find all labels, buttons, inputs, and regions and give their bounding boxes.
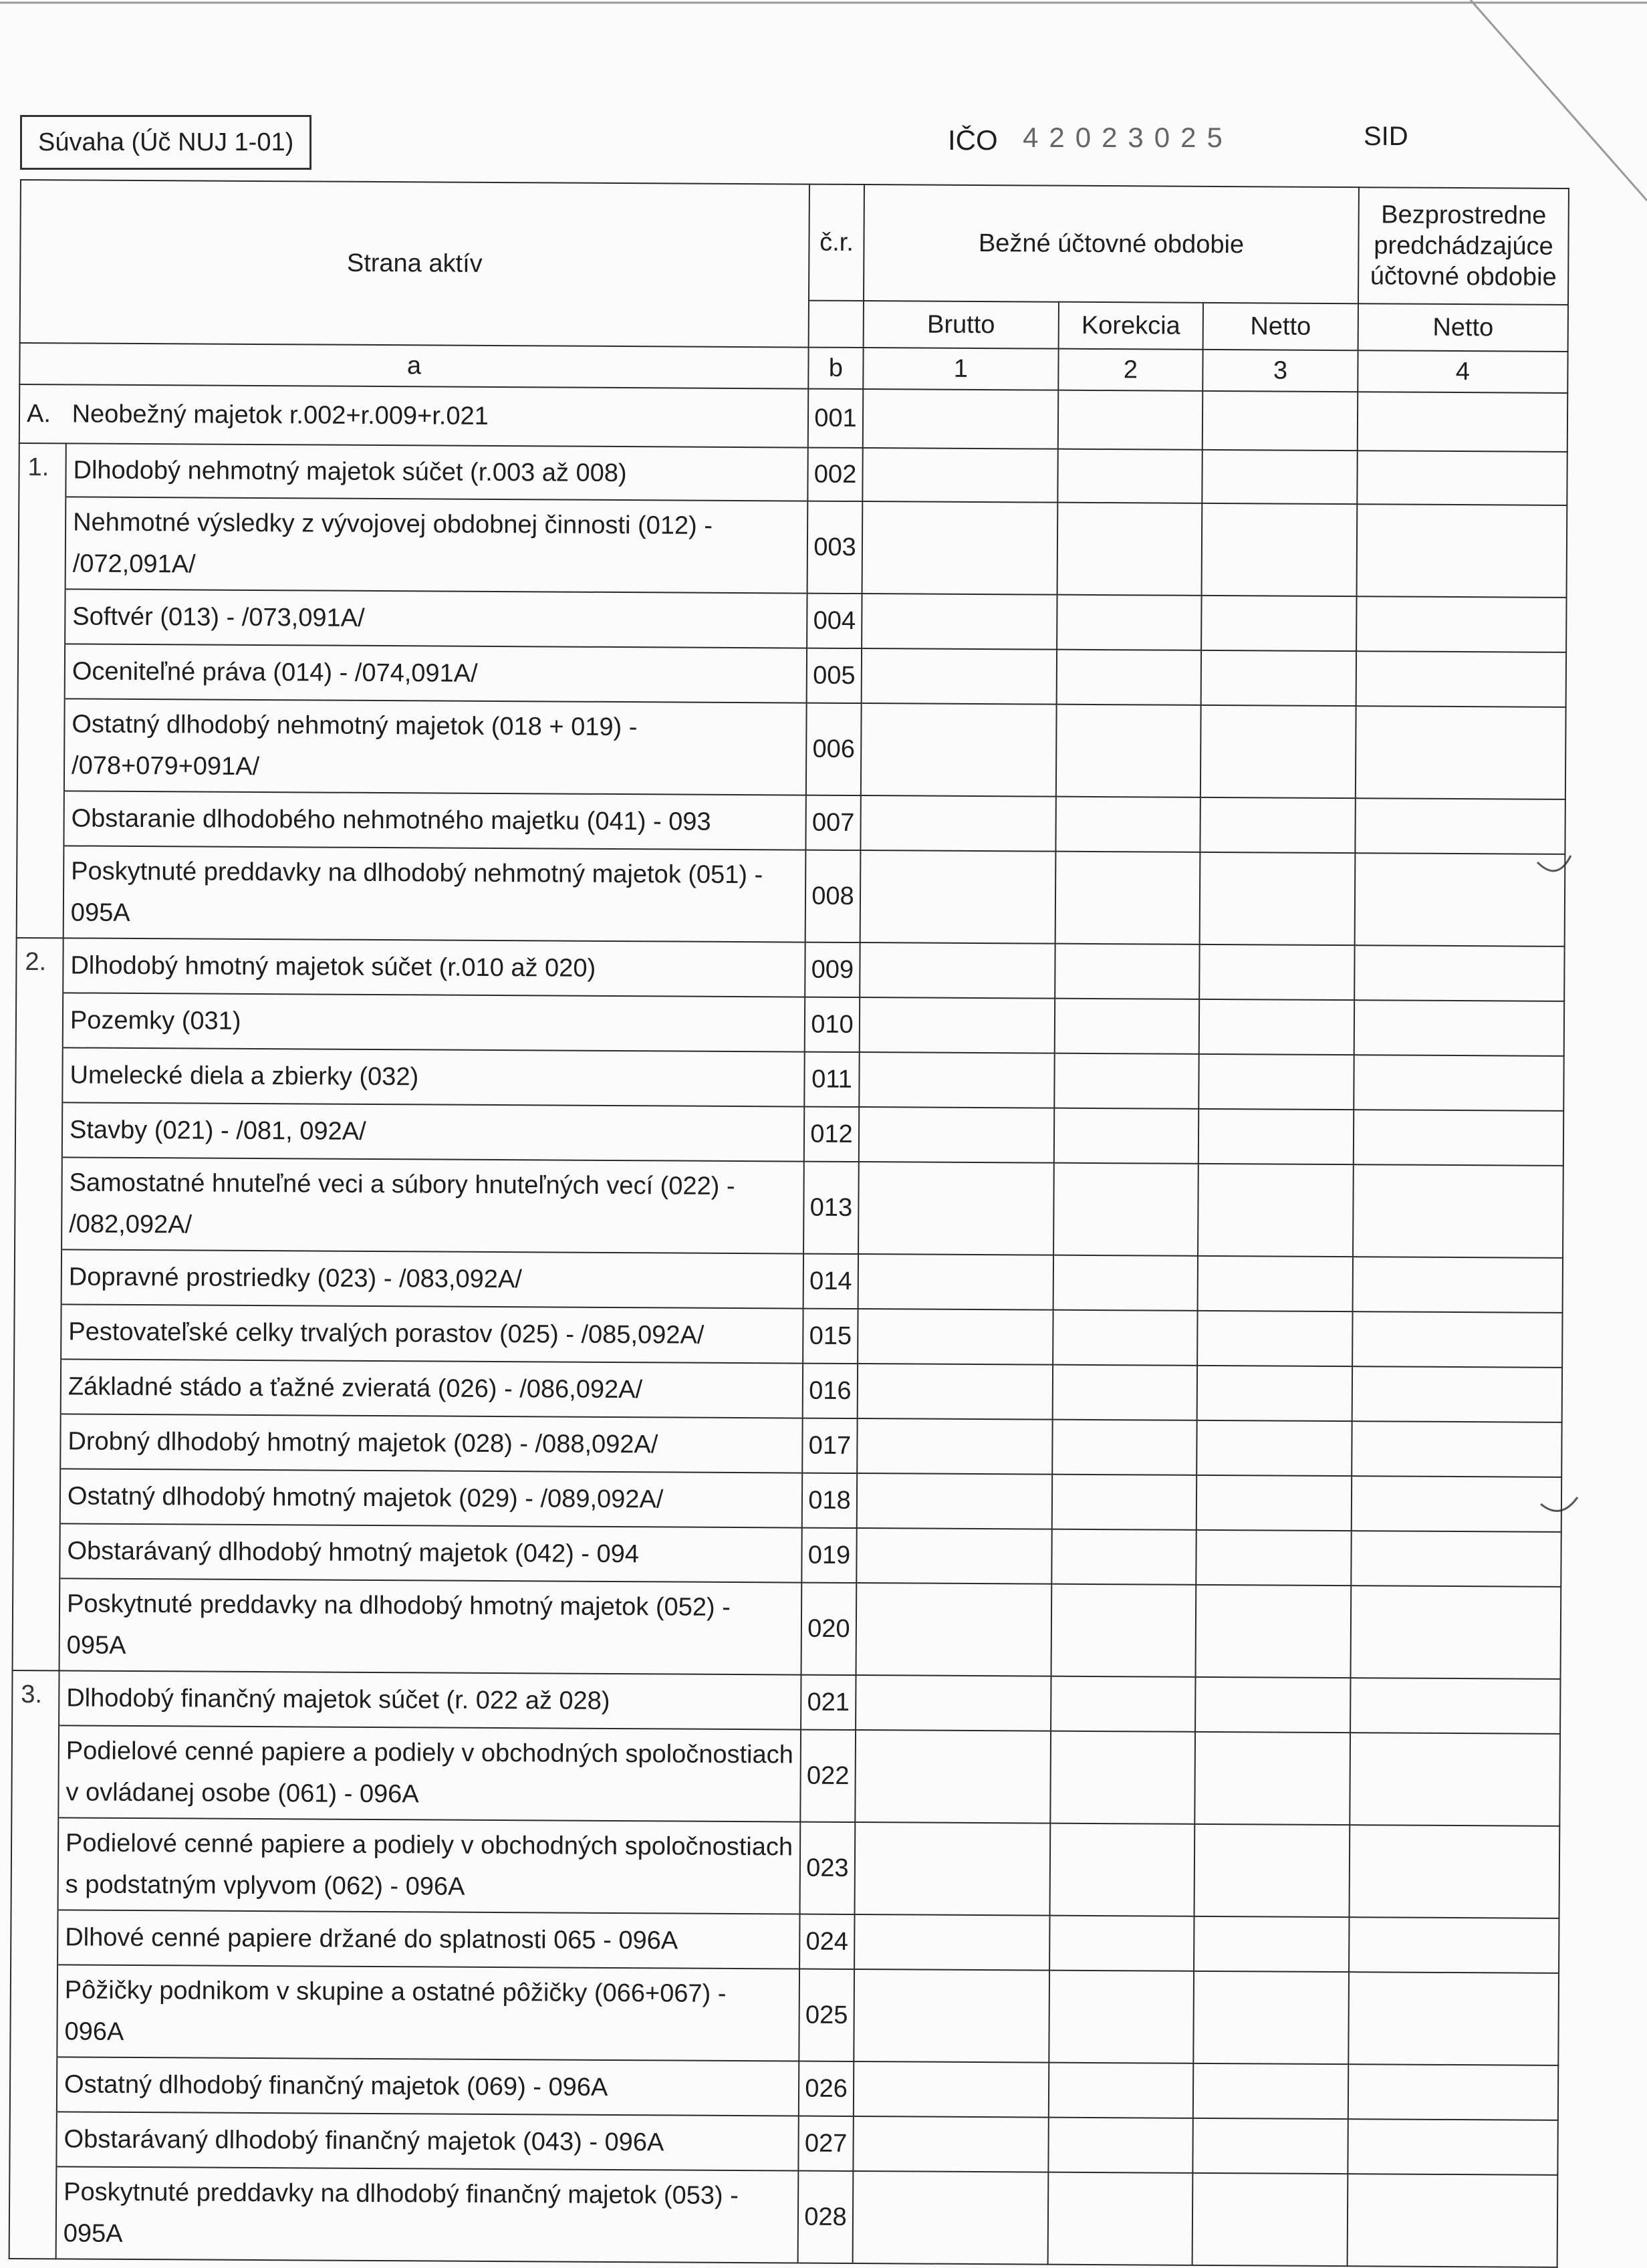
index-2: 2 bbox=[1058, 349, 1202, 391]
balance-sheet-assets-table bbox=[9, 179, 1569, 2268]
index-3: 3 bbox=[1202, 350, 1358, 392]
header-previous-period: Bezprostredne predchádzajúce účtovné obdobie bbox=[1358, 187, 1569, 305]
cell-netto-prev[interactable] bbox=[1351, 1531, 1561, 1587]
row-label: Umelecké diela a zbierky (032) bbox=[62, 1047, 804, 1106]
row-code: 013 bbox=[803, 1162, 859, 1254]
row-label: Obstaranie dlhodobého nehmotného majetku (041) - 093 bbox=[64, 791, 805, 850]
cell-netto[interactable] bbox=[1198, 1256, 1353, 1311]
cell-brutto[interactable] bbox=[861, 703, 1057, 797]
cell-netto-prev[interactable] bbox=[1348, 2174, 1558, 2267]
row-code: 006 bbox=[806, 703, 862, 795]
table-row bbox=[15, 1157, 1563, 1258]
row-code: 011 bbox=[804, 1052, 859, 1107]
row-label: Podielové cenné papiere a podiely v obchodných spoločnostiach v ovládanej osobe (061) - 096A bbox=[58, 1725, 801, 1821]
cell-netto-prev[interactable] bbox=[1352, 1421, 1561, 1477]
cell-netto-prev[interactable] bbox=[1351, 1586, 1561, 1679]
cell-netto[interactable] bbox=[1193, 2063, 1348, 2119]
row-label: Dlhové cenné papiere držané do splatnosti 065 - 096A bbox=[57, 1910, 799, 1969]
cell-korekcia[interactable] bbox=[1057, 503, 1202, 596]
row-num bbox=[13, 1523, 59, 1578]
row-num bbox=[18, 644, 65, 699]
sid-label: SID bbox=[1364, 122, 1408, 151]
row-label: Nehmotné výsledky z vývojovej obdobnej činnosti (012) - /072,091A/ bbox=[66, 497, 808, 593]
cell-brutto[interactable] bbox=[860, 795, 1055, 852]
cell-netto-prev[interactable] bbox=[1354, 1110, 1563, 1166]
table-row bbox=[11, 1910, 1559, 1973]
cell-netto[interactable] bbox=[1196, 1585, 1352, 1678]
cell-netto[interactable] bbox=[1194, 1916, 1349, 1972]
table-row bbox=[13, 1523, 1561, 1587]
header-cr-blank bbox=[809, 301, 864, 348]
cell-netto[interactable] bbox=[1201, 650, 1356, 706]
cell-netto-prev[interactable] bbox=[1354, 945, 1564, 1001]
table-row bbox=[17, 699, 1566, 799]
table-row bbox=[15, 1249, 1563, 1313]
table-row bbox=[15, 1047, 1563, 1111]
row-label: Poskytnuté preddavky na dlhodobý nehmotný majetok (051) - 095A bbox=[64, 846, 806, 942]
row-code: 015 bbox=[803, 1309, 858, 1364]
row-code: 018 bbox=[802, 1473, 857, 1528]
row-label: Drobný dlhodobý hmotný majetok (028) - /088,092A/ bbox=[60, 1414, 802, 1473]
cell-netto-prev[interactable] bbox=[1356, 596, 1566, 652]
cell-korekcia[interactable] bbox=[1048, 2118, 1192, 2173]
cell-netto[interactable] bbox=[1192, 2118, 1348, 2174]
table-row bbox=[12, 1670, 1560, 1734]
cell-netto-prev[interactable] bbox=[1356, 651, 1566, 707]
cell-korekcia[interactable] bbox=[1057, 449, 1202, 503]
cell-netto[interactable] bbox=[1196, 1420, 1352, 1476]
row-code: 010 bbox=[805, 997, 860, 1052]
table-row bbox=[13, 1414, 1561, 1477]
cell-korekcia[interactable] bbox=[1057, 650, 1201, 705]
cell-netto[interactable] bbox=[1192, 2173, 1348, 2266]
row-label: Základné stádo a ťažné zvieratá (026) - /086,092A/ bbox=[61, 1359, 803, 1418]
header-netto-prev: Netto bbox=[1358, 303, 1568, 352]
row-code: 009 bbox=[805, 942, 860, 997]
cell-korekcia[interactable] bbox=[1055, 944, 1199, 999]
row-code: 025 bbox=[799, 1969, 854, 2061]
row-code: 003 bbox=[807, 501, 863, 594]
cell-brutto[interactable] bbox=[854, 1969, 1049, 2063]
cell-brutto[interactable] bbox=[863, 389, 1058, 449]
cell-korekcia[interactable] bbox=[1050, 1731, 1195, 1824]
cell-korekcia[interactable] bbox=[1056, 705, 1201, 797]
table-row bbox=[10, 2057, 1558, 2120]
row-code: 002 bbox=[807, 448, 862, 501]
cell-netto[interactable] bbox=[1202, 391, 1358, 451]
header-current-period: Bežné účtovné obdobie bbox=[864, 184, 1359, 303]
table-row bbox=[9, 2166, 1558, 2267]
cell-netto-prev[interactable] bbox=[1349, 1917, 1559, 1973]
cell-korekcia[interactable] bbox=[1053, 1365, 1197, 1420]
row-label: Poskytnuté preddavky na dlhodobý finančný majetok (053) - 095A bbox=[56, 2166, 799, 2263]
cell-netto-prev[interactable] bbox=[1352, 1366, 1562, 1422]
row-num bbox=[13, 1414, 60, 1469]
row-num bbox=[18, 589, 65, 644]
cell-korekcia[interactable] bbox=[1051, 1529, 1196, 1585]
cell-brutto[interactable] bbox=[859, 1107, 1054, 1163]
table-row bbox=[18, 589, 1566, 652]
cell-netto-prev[interactable] bbox=[1357, 504, 1567, 598]
header-cislo-riadku: č.r. bbox=[809, 184, 864, 301]
header-netto: Netto bbox=[1203, 303, 1358, 350]
row-label: Pestovateľské celky trvalých porastov (025) - /085,092A/ bbox=[61, 1304, 803, 1363]
row-num: 1. bbox=[19, 443, 66, 497]
row-code: 012 bbox=[804, 1107, 859, 1162]
cell-brutto[interactable] bbox=[858, 1254, 1053, 1310]
cell-netto[interactable] bbox=[1197, 1311, 1352, 1366]
cell-korekcia[interactable] bbox=[1055, 999, 1199, 1054]
cell-netto-prev[interactable] bbox=[1353, 1257, 1563, 1313]
row-code: 001 bbox=[808, 389, 863, 448]
cell-netto[interactable] bbox=[1197, 1366, 1352, 1421]
cell-netto[interactable] bbox=[1198, 1054, 1354, 1110]
row-code: 008 bbox=[805, 850, 861, 942]
table-row bbox=[11, 1817, 1560, 1918]
row-num bbox=[9, 2166, 57, 2259]
table-row bbox=[9, 2112, 1557, 2175]
row-label: Poskytnuté preddavky na dlhodobý hmotný majetok (052) - 095A bbox=[59, 1578, 802, 1674]
row-code: 005 bbox=[807, 648, 862, 703]
cell-netto-prev[interactable] bbox=[1348, 2064, 1558, 2120]
cell-korekcia[interactable] bbox=[1053, 1163, 1198, 1256]
table-row bbox=[14, 1304, 1562, 1368]
cell-korekcia[interactable] bbox=[1051, 1676, 1195, 1732]
row-code: 016 bbox=[803, 1364, 858, 1418]
cell-netto[interactable] bbox=[1199, 999, 1354, 1055]
cell-netto-prev[interactable] bbox=[1355, 798, 1565, 854]
cell-brutto[interactable] bbox=[858, 1162, 1054, 1255]
cell-korekcia[interactable] bbox=[1053, 1255, 1198, 1311]
cell-brutto[interactable] bbox=[862, 648, 1057, 705]
cell-netto[interactable] bbox=[1200, 797, 1355, 853]
row-code: 014 bbox=[803, 1254, 858, 1309]
index-1: 1 bbox=[863, 348, 1058, 390]
cell-netto[interactable] bbox=[1200, 852, 1356, 945]
row-code: 021 bbox=[801, 1675, 856, 1730]
row-num bbox=[19, 497, 66, 589]
cell-netto-prev[interactable] bbox=[1354, 1000, 1564, 1056]
row-code: 017 bbox=[802, 1418, 857, 1473]
cell-netto-prev[interactable] bbox=[1348, 1972, 1559, 2065]
header-brutto: Brutto bbox=[864, 301, 1059, 349]
header-row-1 bbox=[20, 180, 1569, 305]
row-num bbox=[17, 791, 64, 846]
cell-brutto[interactable] bbox=[856, 1528, 1051, 1584]
cell-brutto[interactable] bbox=[858, 1364, 1053, 1420]
row-label: Dlhodobý finančný majetok súčet (r. 022 až 028) bbox=[59, 1670, 801, 1729]
table-row bbox=[17, 791, 1565, 854]
cell-brutto[interactable] bbox=[853, 2116, 1048, 2172]
table-row bbox=[19, 443, 1567, 505]
cell-brutto[interactable] bbox=[859, 1052, 1054, 1108]
cell-netto[interactable] bbox=[1193, 1971, 1349, 2064]
row-label: Podielové cenné papiere a podiely v obchodných spoločnostiach s podstatným vplyvom (062) - 096A bbox=[58, 1817, 801, 1914]
row-num: A. bbox=[26, 400, 51, 428]
row-num: 3. bbox=[12, 1670, 59, 1725]
ico-value: 42023025 bbox=[1023, 122, 1233, 153]
cell-netto[interactable] bbox=[1194, 1824, 1350, 1917]
row-code: 023 bbox=[800, 1822, 856, 1914]
row-code: 027 bbox=[798, 2116, 853, 2171]
cell-korekcia[interactable] bbox=[1055, 852, 1200, 944]
ico-label: IČO bbox=[948, 124, 998, 156]
row-label: Dlhodobý nehmotný majetok súčet (r.003 až 008) bbox=[66, 443, 807, 501]
cell-brutto[interactable] bbox=[860, 997, 1055, 1053]
row-num bbox=[15, 1102, 62, 1157]
cell-korekcia[interactable] bbox=[1049, 1971, 1194, 2063]
cell-brutto[interactable] bbox=[855, 1822, 1051, 1916]
cell-netto-prev[interactable] bbox=[1358, 392, 1567, 452]
cell-brutto[interactable] bbox=[856, 1583, 1052, 1676]
row-label: Obstarávaný dlhodobý hmotný majetok (042) - 094 bbox=[59, 1523, 801, 1582]
cell-korekcia[interactable] bbox=[1052, 1420, 1196, 1475]
table-row bbox=[19, 384, 1567, 452]
row-num bbox=[13, 1469, 60, 1523]
row-num bbox=[16, 993, 63, 1047]
row-num bbox=[11, 1910, 57, 1965]
form-id-text: Súvaha (Úč NUJ 1-01) bbox=[38, 128, 294, 156]
row-label: Stavby (021) - /081, 092A/ bbox=[62, 1102, 804, 1161]
row-code: 028 bbox=[798, 2171, 854, 2263]
row-code: 024 bbox=[799, 1914, 854, 1969]
cell-korekcia[interactable] bbox=[1058, 390, 1202, 450]
row-num bbox=[10, 2057, 57, 2112]
row-num bbox=[15, 1157, 62, 1249]
cell-netto[interactable] bbox=[1201, 596, 1356, 651]
cell-netto-prev[interactable] bbox=[1352, 1476, 1561, 1532]
row-label: Ostatný dlhodobý finančný majetok (069) - 096A bbox=[57, 2057, 799, 2116]
row-label: Ostatný dlhodobý nehmotný majetok (018 + 019) - /078+079+091A/ bbox=[64, 699, 807, 795]
cell-netto[interactable] bbox=[1196, 1530, 1351, 1586]
cell-brutto[interactable] bbox=[858, 1309, 1053, 1365]
row-label: Pozemky (031) bbox=[63, 993, 805, 1051]
cell-netto-prev[interactable] bbox=[1357, 451, 1567, 505]
cell-korekcia[interactable] bbox=[1054, 1053, 1198, 1109]
table-row bbox=[13, 1469, 1561, 1532]
cell-netto-prev[interactable] bbox=[1350, 1825, 1560, 1918]
row-code: 020 bbox=[801, 1583, 857, 1675]
row-label: Softvér (013) - /073,091A/ bbox=[65, 589, 807, 648]
cell-korekcia[interactable] bbox=[1052, 1475, 1196, 1530]
cell-netto-prev[interactable] bbox=[1348, 2119, 1557, 2175]
row-num bbox=[11, 1725, 59, 1817]
row-num bbox=[17, 699, 65, 791]
row-label: Ostatný dlhodobý hmotný majetok (029) - /089,092A/ bbox=[60, 1469, 802, 1527]
table-row bbox=[16, 993, 1564, 1056]
cell-brutto[interactable] bbox=[862, 594, 1057, 650]
row-code: 019 bbox=[801, 1528, 856, 1583]
cell-korekcia[interactable] bbox=[1050, 1823, 1195, 1916]
cell-netto[interactable] bbox=[1200, 705, 1356, 798]
row-num bbox=[14, 1304, 61, 1359]
row-num bbox=[10, 1965, 57, 2057]
row-label: Pôžičky podnikom v skupine a ostatné pôžičky (066+067) - 096A bbox=[57, 1965, 799, 2061]
row-code: 004 bbox=[807, 594, 862, 648]
header-strana-aktiv: Strana aktív bbox=[20, 180, 809, 348]
row-label: Oceniteľné práva (014) - /074,091A/ bbox=[65, 644, 807, 703]
table-row bbox=[14, 1359, 1562, 1422]
cell-netto[interactable] bbox=[1199, 944, 1354, 1000]
row-label: Obstarávaný dlhodobý finančný majetok (043) - 096A bbox=[56, 2112, 798, 2170]
row-num bbox=[11, 1817, 59, 1910]
index-a: a bbox=[19, 343, 808, 389]
table-row bbox=[18, 644, 1566, 707]
cell-korekcia[interactable] bbox=[1049, 1916, 1194, 1971]
cell-netto[interactable] bbox=[1198, 1109, 1354, 1164]
cell-brutto[interactable] bbox=[860, 850, 1056, 944]
cell-netto[interactable] bbox=[1194, 1732, 1350, 1825]
row-num: 2. bbox=[16, 938, 63, 993]
cell-netto-prev[interactable] bbox=[1352, 1311, 1562, 1368]
cell-korekcia[interactable] bbox=[1048, 2172, 1193, 2265]
table-row bbox=[19, 497, 1567, 598]
cell-korekcia[interactable] bbox=[1055, 797, 1200, 852]
cell-brutto[interactable] bbox=[857, 1418, 1052, 1475]
row-num bbox=[9, 2112, 56, 2166]
cell-brutto[interactable] bbox=[853, 2171, 1049, 2265]
cell-brutto[interactable] bbox=[855, 1730, 1051, 1823]
cell-korekcia[interactable] bbox=[1051, 1584, 1196, 1677]
cell-brutto[interactable] bbox=[862, 448, 1057, 503]
table-row bbox=[15, 1102, 1563, 1166]
index-4: 4 bbox=[1358, 350, 1567, 393]
cell-korekcia[interactable] bbox=[1049, 2063, 1193, 2118]
row-num bbox=[15, 1249, 61, 1304]
cell-netto[interactable] bbox=[1195, 1677, 1350, 1733]
table-row bbox=[13, 1578, 1561, 1679]
row-label: Samostatné hnuteľné veci a súbory hnuteľných vecí (022) - /082,092A/ bbox=[61, 1157, 804, 1253]
cell-netto[interactable] bbox=[1198, 1164, 1354, 1257]
cell-netto-prev[interactable] bbox=[1353, 1164, 1563, 1258]
cell-brutto[interactable] bbox=[856, 1675, 1051, 1731]
table-row bbox=[17, 846, 1565, 947]
cell-brutto[interactable] bbox=[857, 1473, 1052, 1529]
header-korekcia: Korekcia bbox=[1059, 302, 1203, 350]
cell-netto[interactable] bbox=[1202, 503, 1358, 596]
cell-netto-prev[interactable] bbox=[1350, 1678, 1560, 1734]
index-b: b bbox=[808, 348, 863, 389]
row-num bbox=[15, 1047, 62, 1102]
row-label: Dopravné prostriedky (023) - /083,092A/ bbox=[61, 1249, 803, 1308]
cell-brutto[interactable] bbox=[860, 942, 1055, 999]
row-code: 026 bbox=[799, 2061, 854, 2116]
cell-netto-prev[interactable] bbox=[1354, 1055, 1563, 1111]
table-row bbox=[11, 1725, 1560, 1826]
form-id-box bbox=[20, 115, 311, 170]
row-label-001 bbox=[19, 384, 808, 448]
cell-korekcia[interactable] bbox=[1053, 1310, 1197, 1366]
row-label: Dlhodobý hmotný majetok súčet (r.010 až 020) bbox=[63, 938, 805, 997]
cell-netto[interactable] bbox=[1202, 450, 1357, 504]
row-label: Neobežný majetok r.002+r.009+r.021 bbox=[72, 400, 489, 430]
row-num bbox=[14, 1359, 61, 1414]
table-row bbox=[10, 1965, 1559, 2065]
cell-brutto[interactable] bbox=[854, 2061, 1049, 2118]
cell-netto-prev[interactable] bbox=[1355, 853, 1565, 947]
cell-korekcia[interactable] bbox=[1057, 595, 1201, 650]
cell-netto-prev[interactable] bbox=[1356, 706, 1566, 799]
cell-brutto[interactable] bbox=[862, 501, 1058, 595]
cell-netto-prev[interactable] bbox=[1350, 1733, 1560, 1826]
cell-brutto[interactable] bbox=[854, 1914, 1049, 1971]
row-num bbox=[17, 846, 64, 938]
cell-korekcia[interactable] bbox=[1054, 1108, 1198, 1164]
cell-netto[interactable] bbox=[1196, 1475, 1352, 1531]
row-code: 007 bbox=[805, 795, 860, 850]
table-row bbox=[16, 938, 1564, 1001]
row-num bbox=[13, 1578, 60, 1670]
row-code: 022 bbox=[800, 1730, 856, 1822]
